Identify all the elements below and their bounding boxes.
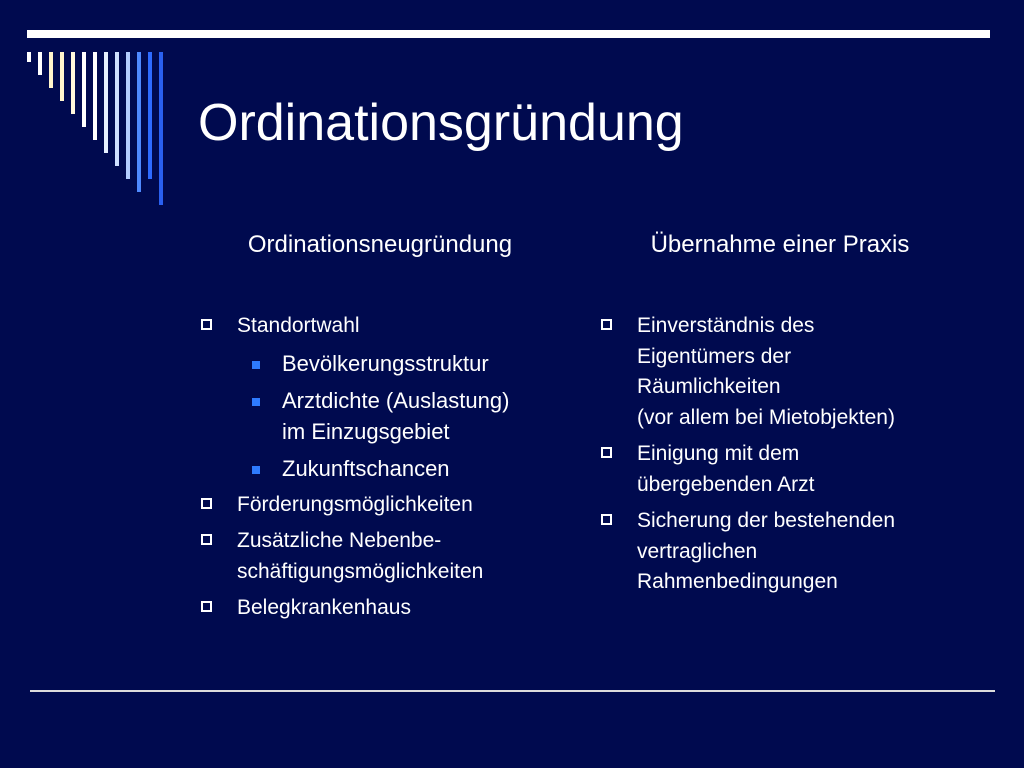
stripe bbox=[115, 52, 119, 166]
stripe bbox=[49, 52, 53, 88]
stripe bbox=[60, 52, 64, 101]
stripe bbox=[27, 52, 31, 62]
stripe bbox=[137, 52, 141, 192]
stripe bbox=[148, 52, 152, 179]
left-bullet-list bbox=[200, 311, 580, 624]
left-column-heading: Ordinationsneugründung bbox=[247, 231, 513, 258]
decorative-stripes bbox=[0, 0, 200, 220]
list-item bbox=[200, 593, 580, 624]
square-bullet-icon bbox=[201, 601, 212, 612]
list-item bbox=[600, 506, 1000, 598]
list-item-text: Standortwahl bbox=[237, 314, 360, 337]
sub-list-item-text: Bevölkerungsstruktur bbox=[282, 350, 489, 376]
list-item bbox=[200, 526, 580, 587]
right-bullet-list bbox=[600, 311, 1000, 598]
list-item bbox=[200, 490, 580, 521]
sub-bullet-list bbox=[237, 348, 580, 484]
list-item-text: Sicherung der bestehenden vertraglichen Rahmenbedingungen bbox=[637, 509, 896, 593]
list-item-text: Einverständnis des Eigentümers der Räumlichkeiten (vor allem bei Mietobjekten) bbox=[637, 314, 895, 429]
list-item-text: Einigung mit dem übergebenden Arzt bbox=[637, 442, 815, 496]
filled-square-bullet-icon bbox=[252, 398, 260, 406]
sub-list-item-text: Arztdichte (Auslastung) im Einzugsgebiet bbox=[282, 387, 510, 444]
slide-title: Ordinationsgründung bbox=[198, 94, 684, 152]
filled-square-bullet-icon bbox=[252, 361, 260, 369]
stripe bbox=[71, 52, 75, 114]
square-bullet-icon bbox=[201, 319, 212, 330]
right-column-heading: Übernahme einer Praxis bbox=[650, 231, 910, 258]
filled-square-bullet-icon bbox=[252, 466, 260, 474]
sub-list-item bbox=[237, 385, 580, 447]
stripe bbox=[93, 52, 97, 140]
list-item bbox=[600, 439, 1000, 500]
stripe bbox=[104, 52, 108, 153]
list-item bbox=[600, 311, 1000, 433]
sub-list-item bbox=[237, 453, 580, 484]
list-item-text: Belegkrankenhaus bbox=[237, 596, 411, 619]
stripe bbox=[126, 52, 130, 179]
stripe bbox=[159, 52, 163, 205]
square-bullet-icon bbox=[601, 514, 612, 525]
left-column bbox=[200, 311, 580, 630]
stripe bbox=[82, 52, 86, 127]
stripe bbox=[38, 52, 42, 75]
square-bullet-icon bbox=[601, 319, 612, 330]
bottom-rule bbox=[30, 690, 995, 692]
sub-list-item-text: Zukunftschancen bbox=[282, 455, 450, 481]
list-item-text: Förderungsmöglichkeiten bbox=[237, 492, 473, 516]
square-bullet-icon bbox=[601, 447, 612, 458]
list-item-text: Zusätzliche Nebenbe- schäftigungsmöglichkeiten bbox=[237, 529, 484, 583]
square-bullet-icon bbox=[201, 498, 212, 509]
sub-list-item bbox=[237, 348, 580, 379]
square-bullet-icon bbox=[201, 534, 212, 545]
list-item bbox=[200, 311, 580, 484]
right-column bbox=[600, 311, 1000, 604]
